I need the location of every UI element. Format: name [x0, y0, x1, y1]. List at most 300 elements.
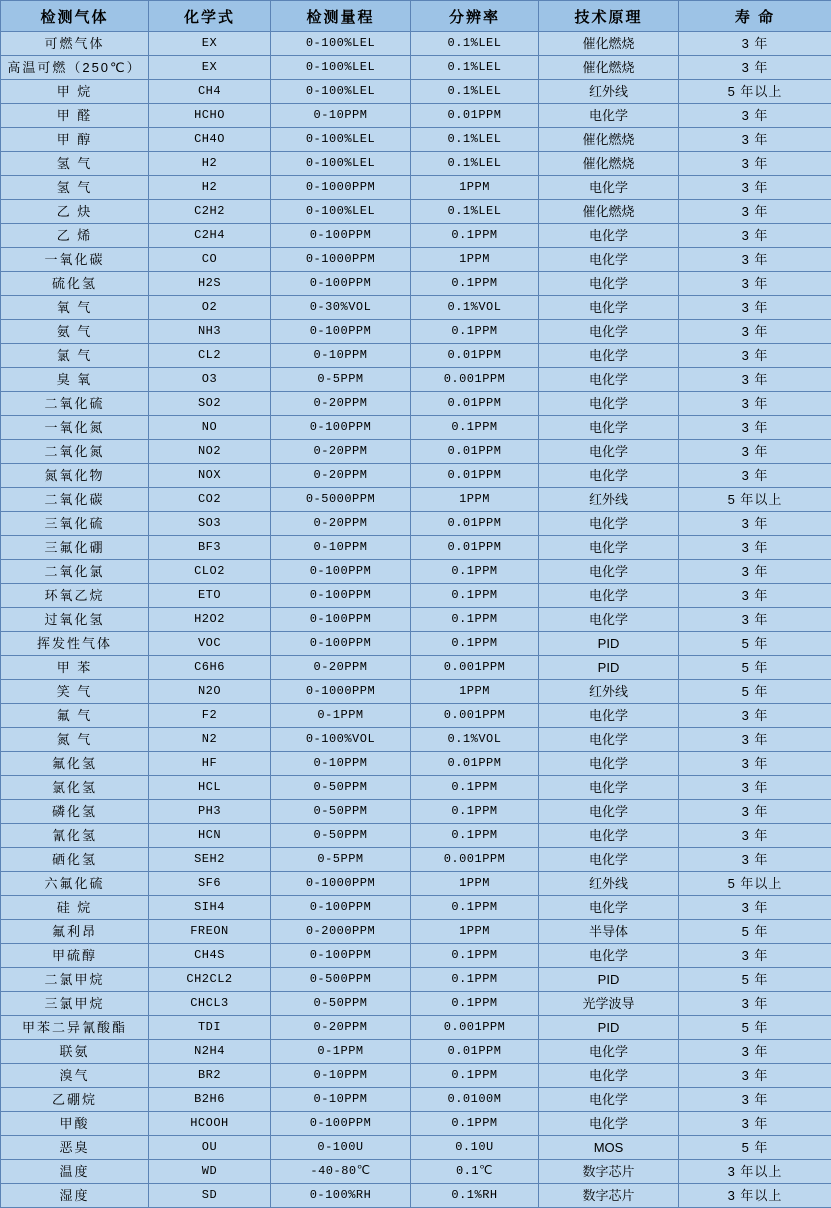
cell-resolution: 0.1PPM: [411, 608, 539, 632]
cell-principle: PID: [539, 656, 679, 680]
cell-formula: HCHO: [149, 104, 271, 128]
table-row: [1, 464, 831, 488]
table-row: [1, 824, 831, 848]
cell-lifetime: 3 年: [679, 392, 831, 416]
table-row: [1, 992, 831, 1016]
cell-range: 0-500PPM: [271, 968, 411, 992]
cell-gas: 硫化氢: [1, 272, 149, 296]
cell-range: 0-100%LEL: [271, 152, 411, 176]
cell-principle: 电化学: [539, 560, 679, 584]
cell-formula: SEH2: [149, 848, 271, 872]
cell-lifetime: 3 年: [679, 296, 831, 320]
table-row: [1, 1160, 831, 1184]
cell-gas: 高温可燃（250℃）: [1, 56, 149, 80]
cell-principle: 电化学: [539, 608, 679, 632]
cell-principle: 电化学: [539, 728, 679, 752]
cell-range: 0-10PPM: [271, 1088, 411, 1112]
cell-principle: 电化学: [539, 344, 679, 368]
column-header-gas: 检测气体: [1, 1, 149, 32]
cell-range: 0-1PPM: [271, 1040, 411, 1064]
cell-range: -40-80℃: [271, 1160, 411, 1184]
cell-formula: H2O2: [149, 608, 271, 632]
cell-formula: H2: [149, 152, 271, 176]
cell-range: 0-1000PPM: [271, 248, 411, 272]
cell-range: 0-20PPM: [271, 512, 411, 536]
cell-formula: PH3: [149, 800, 271, 824]
cell-lifetime: 5 年: [679, 680, 831, 704]
cell-range: 0-100PPM: [271, 944, 411, 968]
cell-principle: 电化学: [539, 368, 679, 392]
cell-lifetime: 5 年: [679, 656, 831, 680]
cell-formula: CO: [149, 248, 271, 272]
cell-resolution: 1PPM: [411, 872, 539, 896]
column-header-range: 检测量程: [271, 1, 411, 32]
cell-principle: 红外线: [539, 872, 679, 896]
cell-principle: MOS: [539, 1136, 679, 1160]
cell-lifetime: 3 年: [679, 176, 831, 200]
cell-lifetime: 5 年: [679, 1016, 831, 1040]
cell-gas: 乙硼烷: [1, 1088, 149, 1112]
cell-formula: BR2: [149, 1064, 271, 1088]
cell-gas: 二氧化硫: [1, 392, 149, 416]
cell-principle: 电化学: [539, 248, 679, 272]
cell-resolution: 0.1%LEL: [411, 200, 539, 224]
cell-formula: SD: [149, 1184, 271, 1208]
table-row: [1, 872, 831, 896]
cell-principle: 催化燃烧: [539, 200, 679, 224]
cell-lifetime: 3 年: [679, 200, 831, 224]
cell-gas: 三氧化硫: [1, 512, 149, 536]
cell-resolution: 0.1PPM: [411, 776, 539, 800]
table-row: [1, 920, 831, 944]
cell-lifetime: 3 年: [679, 584, 831, 608]
table-row: [1, 896, 831, 920]
cell-gas: 氰化氢: [1, 824, 149, 848]
cell-gas: 过氧化氢: [1, 608, 149, 632]
cell-principle: 红外线: [539, 680, 679, 704]
cell-gas: 氮氧化物: [1, 464, 149, 488]
cell-range: 0-100PPM: [271, 896, 411, 920]
cell-principle: 电化学: [539, 800, 679, 824]
cell-range: 0-100%RH: [271, 1184, 411, 1208]
table-body: [1, 32, 831, 1208]
cell-formula: NOX: [149, 464, 271, 488]
cell-gas: 硅 烷: [1, 896, 149, 920]
cell-lifetime: 3 年: [679, 344, 831, 368]
cell-gas: 氢 气: [1, 176, 149, 200]
cell-lifetime: 3 年: [679, 752, 831, 776]
cell-resolution: 0.1PPM: [411, 272, 539, 296]
cell-resolution: 0.001PPM: [411, 704, 539, 728]
cell-resolution: 0.1PPM: [411, 560, 539, 584]
cell-lifetime: 3 年: [679, 320, 831, 344]
cell-resolution: 0.1PPM: [411, 824, 539, 848]
cell-gas: 氧 气: [1, 296, 149, 320]
cell-formula: SO3: [149, 512, 271, 536]
cell-range: 0-50PPM: [271, 824, 411, 848]
cell-range: 0-20PPM: [271, 392, 411, 416]
cell-gas: 六氟化硫: [1, 872, 149, 896]
cell-principle: 电化学: [539, 896, 679, 920]
cell-lifetime: 3 年: [679, 272, 831, 296]
table-row: [1, 1112, 831, 1136]
cell-lifetime: 5 年以上: [679, 872, 831, 896]
cell-lifetime: 3 年: [679, 152, 831, 176]
cell-formula: B2H6: [149, 1088, 271, 1112]
cell-gas: 甲酸: [1, 1112, 149, 1136]
cell-range: 0-20PPM: [271, 656, 411, 680]
cell-gas: 甲 醛: [1, 104, 149, 128]
cell-resolution: 1PPM: [411, 176, 539, 200]
cell-formula: CH4S: [149, 944, 271, 968]
cell-resolution: 0.1PPM: [411, 416, 539, 440]
cell-gas: 二氧化碳: [1, 488, 149, 512]
cell-lifetime: 3 年: [679, 992, 831, 1016]
cell-gas: 温度: [1, 1160, 149, 1184]
cell-range: 0-5PPM: [271, 848, 411, 872]
table-row: [1, 152, 831, 176]
cell-resolution: 0.001PPM: [411, 368, 539, 392]
cell-resolution: 0.01PPM: [411, 440, 539, 464]
cell-formula: FREON: [149, 920, 271, 944]
cell-gas: 湿度: [1, 1184, 149, 1208]
cell-formula: O3: [149, 368, 271, 392]
cell-resolution: 0.001PPM: [411, 656, 539, 680]
cell-formula: BF3: [149, 536, 271, 560]
cell-gas: 一氧化氮: [1, 416, 149, 440]
cell-gas: 可燃气体: [1, 32, 149, 56]
cell-lifetime: 3 年以上: [679, 1184, 831, 1208]
cell-gas: 恶臭: [1, 1136, 149, 1160]
table-row: [1, 80, 831, 104]
cell-principle: 电化学: [539, 272, 679, 296]
cell-range: 0-100%LEL: [271, 56, 411, 80]
cell-lifetime: 3 年: [679, 896, 831, 920]
cell-principle: 电化学: [539, 1040, 679, 1064]
cell-formula: C2H4: [149, 224, 271, 248]
cell-range: 0-100U: [271, 1136, 411, 1160]
cell-resolution: 0.1PPM: [411, 896, 539, 920]
cell-gas: 甲 醇: [1, 128, 149, 152]
cell-principle: PID: [539, 632, 679, 656]
table-row: [1, 344, 831, 368]
cell-range: 0-100PPM: [271, 560, 411, 584]
cell-resolution: 1PPM: [411, 248, 539, 272]
table-row: [1, 296, 831, 320]
cell-gas: 二氧化氯: [1, 560, 149, 584]
cell-gas: 乙 烯: [1, 224, 149, 248]
table-row: [1, 368, 831, 392]
cell-resolution: 0.1%LEL: [411, 128, 539, 152]
cell-gas: 氟化氢: [1, 752, 149, 776]
cell-principle: 电化学: [539, 464, 679, 488]
cell-principle: 半导体: [539, 920, 679, 944]
cell-principle: 红外线: [539, 80, 679, 104]
cell-principle: 催化燃烧: [539, 128, 679, 152]
cell-lifetime: 3 年: [679, 776, 831, 800]
cell-principle: 电化学: [539, 752, 679, 776]
cell-lifetime: 3 年: [679, 1064, 831, 1088]
cell-principle: 数字芯片: [539, 1184, 679, 1208]
cell-principle: 光学波导: [539, 992, 679, 1016]
column-header-resolution: 分辨率: [411, 1, 539, 32]
cell-resolution: 0.01PPM: [411, 392, 539, 416]
table-row: [1, 56, 831, 80]
cell-gas: 氟利昂: [1, 920, 149, 944]
cell-gas: 氟 气: [1, 704, 149, 728]
cell-range: 0-10PPM: [271, 1064, 411, 1088]
column-header-lifetime: 寿 命: [679, 1, 831, 32]
cell-principle: 电化学: [539, 704, 679, 728]
cell-formula: SF6: [149, 872, 271, 896]
table-row: [1, 632, 831, 656]
cell-resolution: 0.1%LEL: [411, 32, 539, 56]
cell-lifetime: 3 年: [679, 440, 831, 464]
cell-range: 0-1000PPM: [271, 176, 411, 200]
cell-principle: 电化学: [539, 824, 679, 848]
cell-resolution: 0.1%LEL: [411, 152, 539, 176]
cell-principle: 电化学: [539, 944, 679, 968]
cell-resolution: 0.1%VOL: [411, 296, 539, 320]
cell-gas: 甲 苯: [1, 656, 149, 680]
table-row: [1, 944, 831, 968]
table-row: [1, 608, 831, 632]
cell-range: 0-100PPM: [271, 416, 411, 440]
cell-resolution: 0.1PPM: [411, 584, 539, 608]
cell-resolution: 0.10U: [411, 1136, 539, 1160]
table-row: [1, 416, 831, 440]
cell-range: 0-10PPM: [271, 752, 411, 776]
cell-gas: 挥发性气体: [1, 632, 149, 656]
table-row: [1, 680, 831, 704]
cell-resolution: 0.1%RH: [411, 1184, 539, 1208]
cell-lifetime: 3 年: [679, 824, 831, 848]
cell-principle: 电化学: [539, 1088, 679, 1112]
cell-range: 0-20PPM: [271, 464, 411, 488]
cell-lifetime: 3 年: [679, 608, 831, 632]
cell-resolution: 0.0100M: [411, 1088, 539, 1112]
cell-principle: 数字芯片: [539, 1160, 679, 1184]
cell-range: 0-10PPM: [271, 104, 411, 128]
cell-lifetime: 3 年: [679, 800, 831, 824]
cell-range: 0-100PPM: [271, 272, 411, 296]
table-row: [1, 1064, 831, 1088]
cell-principle: 电化学: [539, 512, 679, 536]
table-row: [1, 200, 831, 224]
cell-range: 0-100%LEL: [271, 80, 411, 104]
table-header: [1, 1, 831, 32]
cell-principle: 催化燃烧: [539, 32, 679, 56]
cell-formula: H2S: [149, 272, 271, 296]
cell-resolution: 0.1℃: [411, 1160, 539, 1184]
cell-formula: CHCL3: [149, 992, 271, 1016]
cell-formula: SIH4: [149, 896, 271, 920]
cell-formula: CLO2: [149, 560, 271, 584]
cell-range: 0-10PPM: [271, 344, 411, 368]
cell-lifetime: 3 年: [679, 128, 831, 152]
table-header-row: [1, 1, 831, 32]
cell-resolution: 0.1%LEL: [411, 56, 539, 80]
cell-range: 0-50PPM: [271, 992, 411, 1016]
cell-range: 0-100%VOL: [271, 728, 411, 752]
cell-gas: 氮 气: [1, 728, 149, 752]
cell-lifetime: 3 年: [679, 1112, 831, 1136]
cell-gas: 臭 氧: [1, 368, 149, 392]
cell-formula: NO2: [149, 440, 271, 464]
cell-resolution: 0.1PPM: [411, 224, 539, 248]
cell-gas: 乙 炔: [1, 200, 149, 224]
cell-lifetime: 5 年以上: [679, 488, 831, 512]
cell-resolution: 0.1%LEL: [411, 80, 539, 104]
cell-principle: 电化学: [539, 776, 679, 800]
cell-resolution: 0.01PPM: [411, 1040, 539, 1064]
cell-lifetime: 3 年: [679, 512, 831, 536]
cell-lifetime: 5 年: [679, 1136, 831, 1160]
cell-gas: 甲苯二异氰酸酯: [1, 1016, 149, 1040]
cell-principle: 催化燃烧: [539, 56, 679, 80]
cell-principle: PID: [539, 1016, 679, 1040]
cell-range: 0-1PPM: [271, 704, 411, 728]
table-row: [1, 392, 831, 416]
cell-principle: 电化学: [539, 176, 679, 200]
table-row: [1, 800, 831, 824]
cell-formula: CH4: [149, 80, 271, 104]
table-row: [1, 104, 831, 128]
cell-lifetime: 3 年: [679, 56, 831, 80]
cell-formula: ETO: [149, 584, 271, 608]
cell-resolution: 1PPM: [411, 488, 539, 512]
cell-resolution: 0.1PPM: [411, 992, 539, 1016]
cell-resolution: 0.1PPM: [411, 968, 539, 992]
cell-range: 0-10PPM: [271, 536, 411, 560]
cell-principle: 电化学: [539, 296, 679, 320]
table-row: [1, 440, 831, 464]
cell-formula: VOC: [149, 632, 271, 656]
table-row: [1, 32, 831, 56]
cell-formula: NH3: [149, 320, 271, 344]
cell-formula: EX: [149, 56, 271, 80]
table-row: [1, 488, 831, 512]
cell-principle: 电化学: [539, 848, 679, 872]
table-row: [1, 128, 831, 152]
table-row: [1, 560, 831, 584]
table-row: [1, 728, 831, 752]
cell-lifetime: 3 年: [679, 368, 831, 392]
cell-formula: N2: [149, 728, 271, 752]
cell-resolution: 1PPM: [411, 680, 539, 704]
cell-gas: 氨 气: [1, 320, 149, 344]
cell-range: 0-50PPM: [271, 776, 411, 800]
cell-range: 0-100%LEL: [271, 32, 411, 56]
cell-range: 0-50PPM: [271, 800, 411, 824]
table-row: [1, 1016, 831, 1040]
cell-principle: 红外线: [539, 488, 679, 512]
cell-gas: 溴气: [1, 1064, 149, 1088]
cell-range: 0-1000PPM: [271, 680, 411, 704]
cell-resolution: 0.1PPM: [411, 800, 539, 824]
table-row: [1, 224, 831, 248]
table-row: [1, 272, 831, 296]
cell-formula: C2H2: [149, 200, 271, 224]
cell-formula: EX: [149, 32, 271, 56]
cell-range: 0-100PPM: [271, 224, 411, 248]
table-row: [1, 536, 831, 560]
cell-range: 0-30%VOL: [271, 296, 411, 320]
cell-lifetime: 3 年: [679, 560, 831, 584]
cell-resolution: 0.01PPM: [411, 344, 539, 368]
cell-lifetime: 3 年: [679, 32, 831, 56]
cell-lifetime: 3 年: [679, 704, 831, 728]
cell-formula: F2: [149, 704, 271, 728]
cell-resolution: 0.1PPM: [411, 632, 539, 656]
table-row: [1, 776, 831, 800]
cell-range: 0-100PPM: [271, 320, 411, 344]
cell-principle: 电化学: [539, 440, 679, 464]
table-row: [1, 704, 831, 728]
cell-gas: 联氨: [1, 1040, 149, 1064]
cell-gas: 甲硫醇: [1, 944, 149, 968]
cell-lifetime: 5 年: [679, 968, 831, 992]
cell-gas: 二氧化氮: [1, 440, 149, 464]
table-row: [1, 176, 831, 200]
table-row: [1, 584, 831, 608]
cell-lifetime: 5 年: [679, 920, 831, 944]
cell-formula: NO: [149, 416, 271, 440]
cell-range: 0-100PPM: [271, 632, 411, 656]
cell-resolution: 0.1PPM: [411, 944, 539, 968]
table-row: [1, 656, 831, 680]
cell-formula: N2H4: [149, 1040, 271, 1064]
cell-principle: 电化学: [539, 536, 679, 560]
cell-lifetime: 3 年: [679, 464, 831, 488]
cell-principle: 电化学: [539, 320, 679, 344]
cell-gas: 氢 气: [1, 152, 149, 176]
cell-principle: 催化燃烧: [539, 152, 679, 176]
cell-gas: 氯化氢: [1, 776, 149, 800]
cell-resolution: 0.1PPM: [411, 1112, 539, 1136]
cell-lifetime: 5 年以上: [679, 80, 831, 104]
cell-lifetime: 3 年: [679, 536, 831, 560]
cell-range: 0-1000PPM: [271, 872, 411, 896]
cell-resolution: 0.1%VOL: [411, 728, 539, 752]
table-row: [1, 248, 831, 272]
column-header-formula: 化学式: [149, 1, 271, 32]
cell-gas: 一氧化碳: [1, 248, 149, 272]
cell-formula: HCN: [149, 824, 271, 848]
cell-range: 0-100PPM: [271, 584, 411, 608]
cell-resolution: 0.001PPM: [411, 848, 539, 872]
cell-resolution: 0.01PPM: [411, 464, 539, 488]
cell-formula: CH4O: [149, 128, 271, 152]
cell-resolution: 0.01PPM: [411, 104, 539, 128]
cell-range: 0-20PPM: [271, 440, 411, 464]
cell-resolution: 0.01PPM: [411, 512, 539, 536]
cell-resolution: 0.01PPM: [411, 536, 539, 560]
cell-formula: H2: [149, 176, 271, 200]
cell-formula: OU: [149, 1136, 271, 1160]
cell-resolution: 0.01PPM: [411, 752, 539, 776]
cell-gas: 氯 气: [1, 344, 149, 368]
cell-gas: 笑 气: [1, 680, 149, 704]
cell-formula: O2: [149, 296, 271, 320]
cell-lifetime: 3 年: [679, 1040, 831, 1064]
cell-lifetime: 3 年: [679, 248, 831, 272]
cell-principle: 电化学: [539, 224, 679, 248]
table-row: [1, 512, 831, 536]
cell-principle: 电化学: [539, 104, 679, 128]
cell-lifetime: 3 年: [679, 224, 831, 248]
cell-gas: 二氯甲烷: [1, 968, 149, 992]
